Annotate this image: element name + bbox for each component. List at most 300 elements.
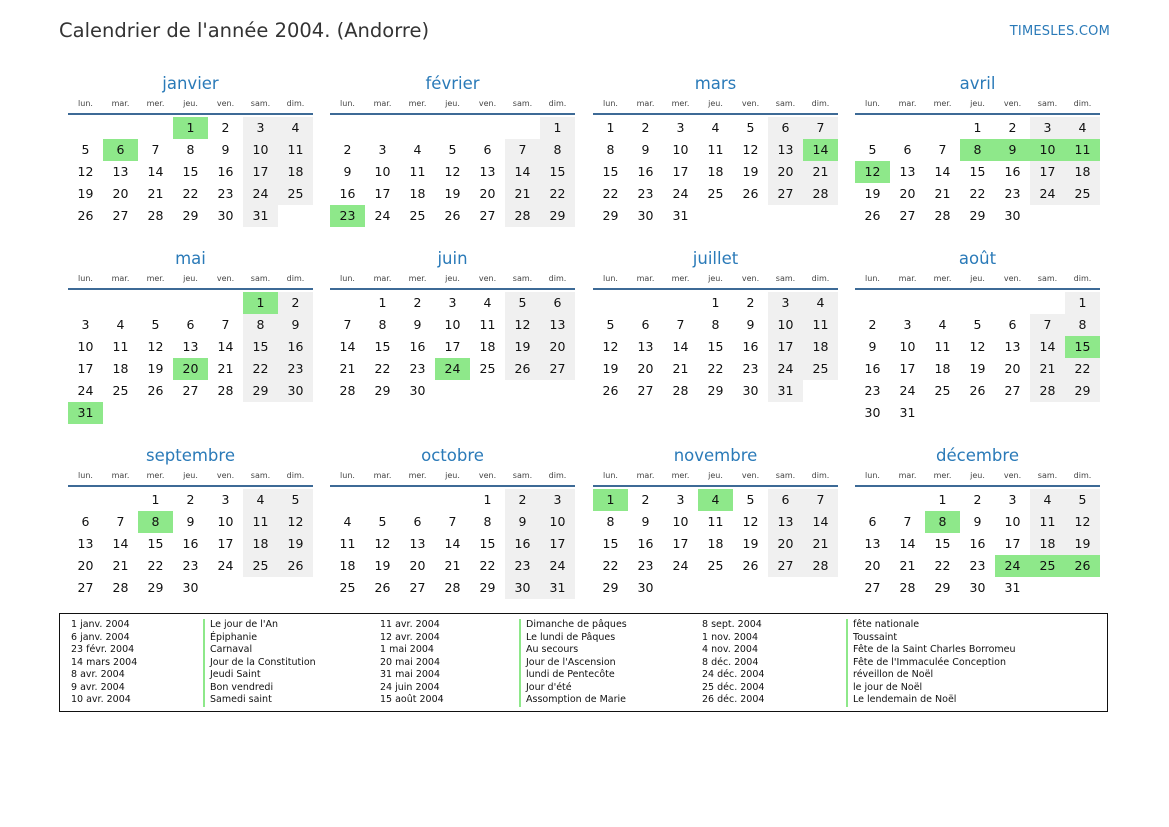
day-cell: 14 [112, 536, 129, 551]
days-grid [855, 117, 1100, 227]
day-cell: 4 [803, 292, 838, 314]
day-cell: 8 [378, 317, 387, 332]
day-cell: 1 [938, 492, 947, 507]
weekday-label: lun. [340, 471, 355, 480]
empty-cell [855, 292, 890, 314]
weekday-label: jeu. [445, 274, 460, 283]
empty-cell [365, 117, 400, 139]
weekday-label: dim. [811, 274, 830, 283]
day-cell: 26 [969, 383, 986, 398]
weekday-label: jeu. [970, 274, 985, 283]
empty-cell [855, 489, 890, 511]
day-cell: 16 [409, 339, 426, 354]
day-cell: 10 [77, 339, 94, 354]
weekday-label: mer. [408, 471, 427, 480]
day-cell: 6 [483, 142, 492, 157]
day-cell: 17 [540, 533, 575, 555]
weekday-label: sam. [775, 471, 796, 480]
empty-cell [435, 117, 470, 139]
day-cell: 1 [151, 492, 160, 507]
day-cell: 24 [243, 183, 278, 205]
day-cell: 8 [606, 514, 615, 529]
day-cell: 23 [637, 186, 654, 201]
weekday-label: dim. [1073, 99, 1092, 108]
day-cell: 15 [182, 164, 199, 179]
day-cell: 26 [505, 358, 540, 380]
day-cell: 26 [147, 383, 164, 398]
legend-holiday-name: Jour de l'Ascension [526, 656, 616, 668]
day-cell: 6 [413, 514, 422, 529]
weekday-label: mar. [898, 274, 917, 283]
day-cell: 11 [1030, 511, 1065, 533]
day-cell: 14 [672, 339, 689, 354]
day-cell: 30 [409, 383, 426, 398]
day-cell: 10 [374, 164, 391, 179]
legend-holiday-name: fête nationale [853, 619, 920, 630]
days-grid [855, 292, 1100, 424]
weekday-label: sam. [775, 99, 796, 108]
weekday-header [593, 272, 838, 286]
day-cell: 13 [409, 536, 426, 551]
month-3 [593, 73, 838, 227]
day-cell: 11 [339, 536, 356, 551]
day-cell: 29 [602, 208, 619, 223]
day-cell: 22 [969, 186, 986, 201]
header-rule [330, 485, 575, 487]
legend-date: 12 avr. 2004 [380, 631, 440, 643]
day-cell: 30 [637, 580, 654, 595]
weekday-label: lun. [603, 274, 618, 283]
month-9 [68, 445, 313, 599]
empty-cell [435, 489, 470, 511]
weekday-label: lun. [340, 99, 355, 108]
header-rule [330, 288, 575, 290]
weekday-label: sam. [512, 99, 533, 108]
weekday-label: mar. [111, 471, 130, 480]
day-cell: 23 [278, 358, 313, 380]
month-name: novembre [673, 446, 758, 465]
month-name: octobre [421, 446, 484, 465]
day-cell: 15 [479, 536, 496, 551]
day-cell: 6 [540, 292, 575, 314]
weekday-label: sam. [775, 274, 796, 283]
holiday-day-cell: 8 [960, 139, 995, 161]
day-cell: 16 [864, 361, 881, 376]
day-cell: 28 [505, 205, 540, 227]
day-cell: 30 [742, 383, 759, 398]
weekday-label: sam. [1037, 99, 1058, 108]
day-cell: 16 [637, 164, 654, 179]
weekday-label: ven. [1003, 471, 1022, 480]
legend-date: 14 mars 2004 [71, 656, 138, 668]
day-cell: 4 [243, 489, 278, 511]
legend-holiday-name: Jour d'été [526, 681, 572, 693]
day-cell: 4 [413, 142, 422, 157]
holiday-day-cell: 11 [1065, 139, 1100, 161]
day-cell: 12 [602, 339, 619, 354]
day-cell: 6 [186, 317, 195, 332]
day-cell: 15 [934, 536, 951, 551]
day-cell: 14 [803, 511, 838, 533]
weekday-label: jeu. [183, 471, 198, 480]
day-cell: 14 [934, 164, 951, 179]
day-cell: 10 [672, 514, 689, 529]
empty-cell [470, 117, 505, 139]
day-cell: 29 [479, 580, 496, 595]
day-cell: 25 [278, 183, 313, 205]
legend-date: 11 avr. 2004 [380, 619, 440, 630]
weekday-label: mar. [898, 471, 917, 480]
weekday-label: mar. [373, 274, 392, 283]
day-cell: 27 [112, 208, 129, 223]
holiday-day-cell: 1 [173, 117, 208, 139]
day-cell: 21 [217, 361, 234, 376]
day-cell: 9 [343, 164, 352, 179]
day-cell: 23 [182, 558, 199, 573]
day-cell: 27 [540, 358, 575, 380]
month-name: décembre [936, 446, 1019, 465]
header-rule [855, 113, 1100, 115]
weekday-label: mar. [636, 274, 655, 283]
day-cell: 23 [217, 186, 234, 201]
day-cell: 20 [864, 558, 881, 573]
weekday-label: mer. [146, 274, 165, 283]
weekday-label: mer. [933, 274, 952, 283]
day-cell: 24 [672, 558, 689, 573]
header-rule [593, 485, 838, 487]
day-cell: 18 [278, 161, 313, 183]
weekday-label: sam. [250, 99, 271, 108]
day-cell: 25 [409, 208, 426, 223]
weekday-label: mar. [373, 471, 392, 480]
empty-cell [330, 489, 365, 511]
day-cell: 9 [221, 142, 230, 157]
weekday-label: mer. [146, 99, 165, 108]
day-cell: 12 [505, 314, 540, 336]
month-7 [593, 248, 838, 402]
day-cell: 24 [768, 358, 803, 380]
day-cell: 16 [182, 536, 199, 551]
day-cell: 7 [116, 514, 125, 529]
day-cell: 22 [479, 558, 496, 573]
empty-cell [330, 292, 365, 314]
day-cell: 25 [243, 555, 278, 577]
legend-holiday-name: Jeudi Saint [210, 669, 261, 680]
day-cell: 18 [112, 361, 129, 376]
legend-date: 1 nov. 2004 [702, 631, 758, 643]
month-10 [330, 445, 575, 599]
weekday-label: lun. [78, 471, 93, 480]
day-cell: 5 [746, 120, 755, 135]
day-cell: 29 [147, 580, 164, 595]
holiday-day-cell: 6 [103, 139, 138, 161]
day-cell: 30 [505, 577, 540, 599]
weekday-label: lun. [603, 99, 618, 108]
legend-date: 26 déc. 2004 [702, 694, 765, 705]
day-cell: 18 [934, 361, 951, 376]
day-cell: 11 [243, 511, 278, 533]
day-cell: 6 [81, 514, 90, 529]
day-cell: 28 [112, 580, 129, 595]
day-cell: 22 [602, 186, 619, 201]
day-cell: 25 [803, 358, 838, 380]
day-cell: 29 [1065, 380, 1100, 402]
month-5 [68, 248, 313, 424]
month-8 [855, 248, 1100, 424]
day-cell: 29 [243, 380, 278, 402]
empty-cell [330, 117, 365, 139]
day-cell: 23 [1004, 186, 1021, 201]
day-cell: 24 [1030, 183, 1065, 205]
empty-cell [890, 489, 925, 511]
day-cell: 20 [768, 533, 803, 555]
empty-cell [400, 489, 435, 511]
days-grid [68, 117, 313, 227]
weekday-label: mar. [111, 274, 130, 283]
empty-cell [925, 292, 960, 314]
legend-holiday-name: Le lendemain de Noël [853, 694, 957, 705]
brand-link[interactable]: TIMESLES.COM [1009, 24, 1110, 39]
day-cell: 2 [343, 142, 352, 157]
day-cell: 21 [803, 161, 838, 183]
header-rule [855, 485, 1100, 487]
day-cell: 22 [540, 183, 575, 205]
day-cell: 30 [864, 405, 881, 420]
legend-date: 8 avr. 2004 [71, 669, 125, 680]
day-cell: 16 [339, 186, 356, 201]
day-cell: 4 [343, 514, 352, 529]
weekday-label: jeu. [708, 99, 723, 108]
day-cell: 21 [1030, 358, 1065, 380]
day-cell: 25 [112, 383, 129, 398]
day-cell: 9 [413, 317, 422, 332]
legend-date: 15 août 2004 [380, 694, 444, 705]
weekday-header [330, 272, 575, 286]
legend-names [846, 619, 1016, 707]
day-cell: 31 [768, 380, 803, 402]
weekday-label: mer. [146, 471, 165, 480]
month-name: février [425, 74, 480, 93]
day-cell: 1 [711, 295, 720, 310]
month-4 [855, 73, 1100, 227]
legend-holiday-name: lundi de Pentecôte [526, 669, 615, 680]
day-cell: 19 [278, 533, 313, 555]
day-cell: 1 [483, 492, 492, 507]
day-cell: 11 [934, 339, 951, 354]
legend-names [519, 619, 627, 707]
header-rule [68, 485, 313, 487]
day-cell: 29 [707, 383, 724, 398]
weekday-label: mer. [933, 99, 952, 108]
day-cell: 18 [707, 536, 724, 551]
day-cell: 4 [278, 117, 313, 139]
weekday-header [68, 272, 313, 286]
day-cell: 11 [278, 139, 313, 161]
legend-date: 23 févr. 2004 [71, 644, 135, 655]
day-cell: 31 [243, 205, 278, 227]
legend-holiday-name: Samedi saint [210, 694, 272, 705]
day-cell: 2 [186, 492, 195, 507]
day-cell: 13 [864, 536, 881, 551]
day-cell: 10 [899, 339, 916, 354]
day-cell: 12 [1065, 511, 1100, 533]
day-cell: 12 [742, 514, 759, 529]
day-cell: 14 [147, 164, 164, 179]
day-cell: 28 [217, 383, 234, 398]
day-cell: 21 [112, 558, 129, 573]
day-cell: 15 [602, 164, 619, 179]
day-cell: 22 [934, 558, 951, 573]
day-cell: 23 [864, 383, 881, 398]
month-name: mai [175, 249, 206, 268]
day-cell: 15 [243, 336, 278, 358]
weekday-label: sam. [250, 274, 271, 283]
legend-date: 6 janv. 2004 [71, 631, 130, 643]
day-cell: 3 [81, 317, 90, 332]
empty-cell [890, 117, 925, 139]
weekday-label: ven. [216, 99, 235, 108]
day-cell: 12 [278, 511, 313, 533]
day-cell: 19 [742, 164, 759, 179]
empty-cell [1030, 292, 1065, 314]
weekday-label: dim. [811, 471, 830, 480]
legend-holiday-name: Épiphanie [210, 631, 258, 643]
day-cell: 13 [182, 339, 199, 354]
day-cell: 3 [768, 292, 803, 314]
day-cell: 29 [540, 205, 575, 227]
day-cell: 2 [641, 120, 650, 135]
month-11 [593, 445, 838, 599]
day-cell: 4 [116, 317, 125, 332]
day-cell: 7 [1030, 314, 1065, 336]
weekday-label: lun. [865, 274, 880, 283]
day-cell: 29 [934, 580, 951, 595]
weekday-label: mer. [671, 471, 690, 480]
day-cell: 28 [934, 208, 951, 223]
day-cell: 21 [505, 183, 540, 205]
day-cell: 29 [374, 383, 391, 398]
day-cell: 7 [343, 317, 352, 332]
holiday-day-cell: 26 [1065, 555, 1100, 577]
day-cell: 18 [1065, 161, 1100, 183]
day-cell: 30 [969, 580, 986, 595]
legend-names [203, 619, 316, 707]
day-cell: 19 [444, 186, 461, 201]
day-cell: 26 [864, 208, 881, 223]
weekday-label: dim. [548, 99, 567, 108]
day-cell: 11 [409, 164, 426, 179]
weekday-label: dim. [286, 471, 305, 480]
day-cell: 25 [934, 383, 951, 398]
day-cell: 28 [899, 580, 916, 595]
day-cell: 4 [1065, 117, 1100, 139]
day-cell: 8 [186, 142, 195, 157]
weekday-label: jeu. [445, 471, 460, 480]
weekday-label: ven. [1003, 99, 1022, 108]
day-cell: 17 [444, 339, 461, 354]
empty-cell [138, 117, 173, 139]
day-cell: 5 [1065, 489, 1100, 511]
day-cell: 25 [707, 186, 724, 201]
weekday-label: mer. [933, 471, 952, 480]
weekday-label: dim. [286, 99, 305, 108]
weekday-label: ven. [741, 99, 760, 108]
day-cell: 23 [969, 558, 986, 573]
day-cell: 23 [505, 555, 540, 577]
day-cell: 27 [1004, 383, 1021, 398]
day-cell: 20 [409, 558, 426, 573]
day-cell: 7 [505, 139, 540, 161]
weekday-label: mar. [636, 99, 655, 108]
weekday-header [330, 469, 575, 483]
day-cell: 4 [483, 295, 492, 310]
month-12 [855, 445, 1100, 599]
day-cell: 7 [221, 317, 230, 332]
day-cell: 10 [672, 142, 689, 157]
empty-cell [103, 292, 138, 314]
day-cell: 12 [374, 536, 391, 551]
day-cell: 10 [444, 317, 461, 332]
header-rule [593, 113, 838, 115]
month-name: juin [437, 249, 468, 268]
day-cell: 3 [676, 492, 685, 507]
holiday-day-cell: 10 [1030, 139, 1065, 161]
days-grid [593, 292, 838, 402]
day-cell: 16 [217, 164, 234, 179]
day-cell: 12 [444, 164, 461, 179]
weekday-label: dim. [1073, 274, 1092, 283]
day-cell: 17 [899, 361, 916, 376]
day-cell: 8 [483, 514, 492, 529]
day-cell: 19 [505, 336, 540, 358]
day-cell: 8 [606, 142, 615, 157]
day-cell: 14 [505, 161, 540, 183]
day-cell: 19 [602, 361, 619, 376]
day-cell: 14 [1030, 336, 1065, 358]
legend-date: 8 déc. 2004 [702, 656, 759, 668]
day-cell: 14 [899, 536, 916, 551]
day-cell: 22 [147, 558, 164, 573]
legend-date: 25 déc. 2004 [702, 681, 765, 693]
weekday-label: ven. [1003, 274, 1022, 283]
empty-cell [593, 292, 628, 314]
day-cell: 17 [1004, 536, 1021, 551]
day-cell: 10 [540, 511, 575, 533]
day-cell: 10 [243, 139, 278, 161]
legend-holiday-name: Le jour de l'An [210, 619, 279, 630]
weekday-label: jeu. [708, 471, 723, 480]
empty-cell [173, 292, 208, 314]
weekday-label: ven. [741, 274, 760, 283]
day-cell: 9 [505, 511, 540, 533]
day-cell: 24 [374, 208, 391, 223]
weekday-label: ven. [478, 99, 497, 108]
weekday-label: mer. [408, 99, 427, 108]
day-cell: 6 [768, 117, 803, 139]
day-cell: 13 [1004, 339, 1021, 354]
day-cell: 11 [707, 142, 724, 157]
day-cell: 24 [217, 558, 234, 573]
day-cell: 21 [339, 361, 356, 376]
day-cell: 28 [1030, 380, 1065, 402]
day-cell: 7 [803, 117, 838, 139]
legend-holiday-name: Dimanche de pâques [526, 619, 627, 630]
day-cell: 17 [374, 186, 391, 201]
weekday-label: sam. [1037, 274, 1058, 283]
day-cell: 2 [505, 489, 540, 511]
holiday-day-cell: 25 [1030, 555, 1065, 577]
day-cell: 13 [768, 511, 803, 533]
